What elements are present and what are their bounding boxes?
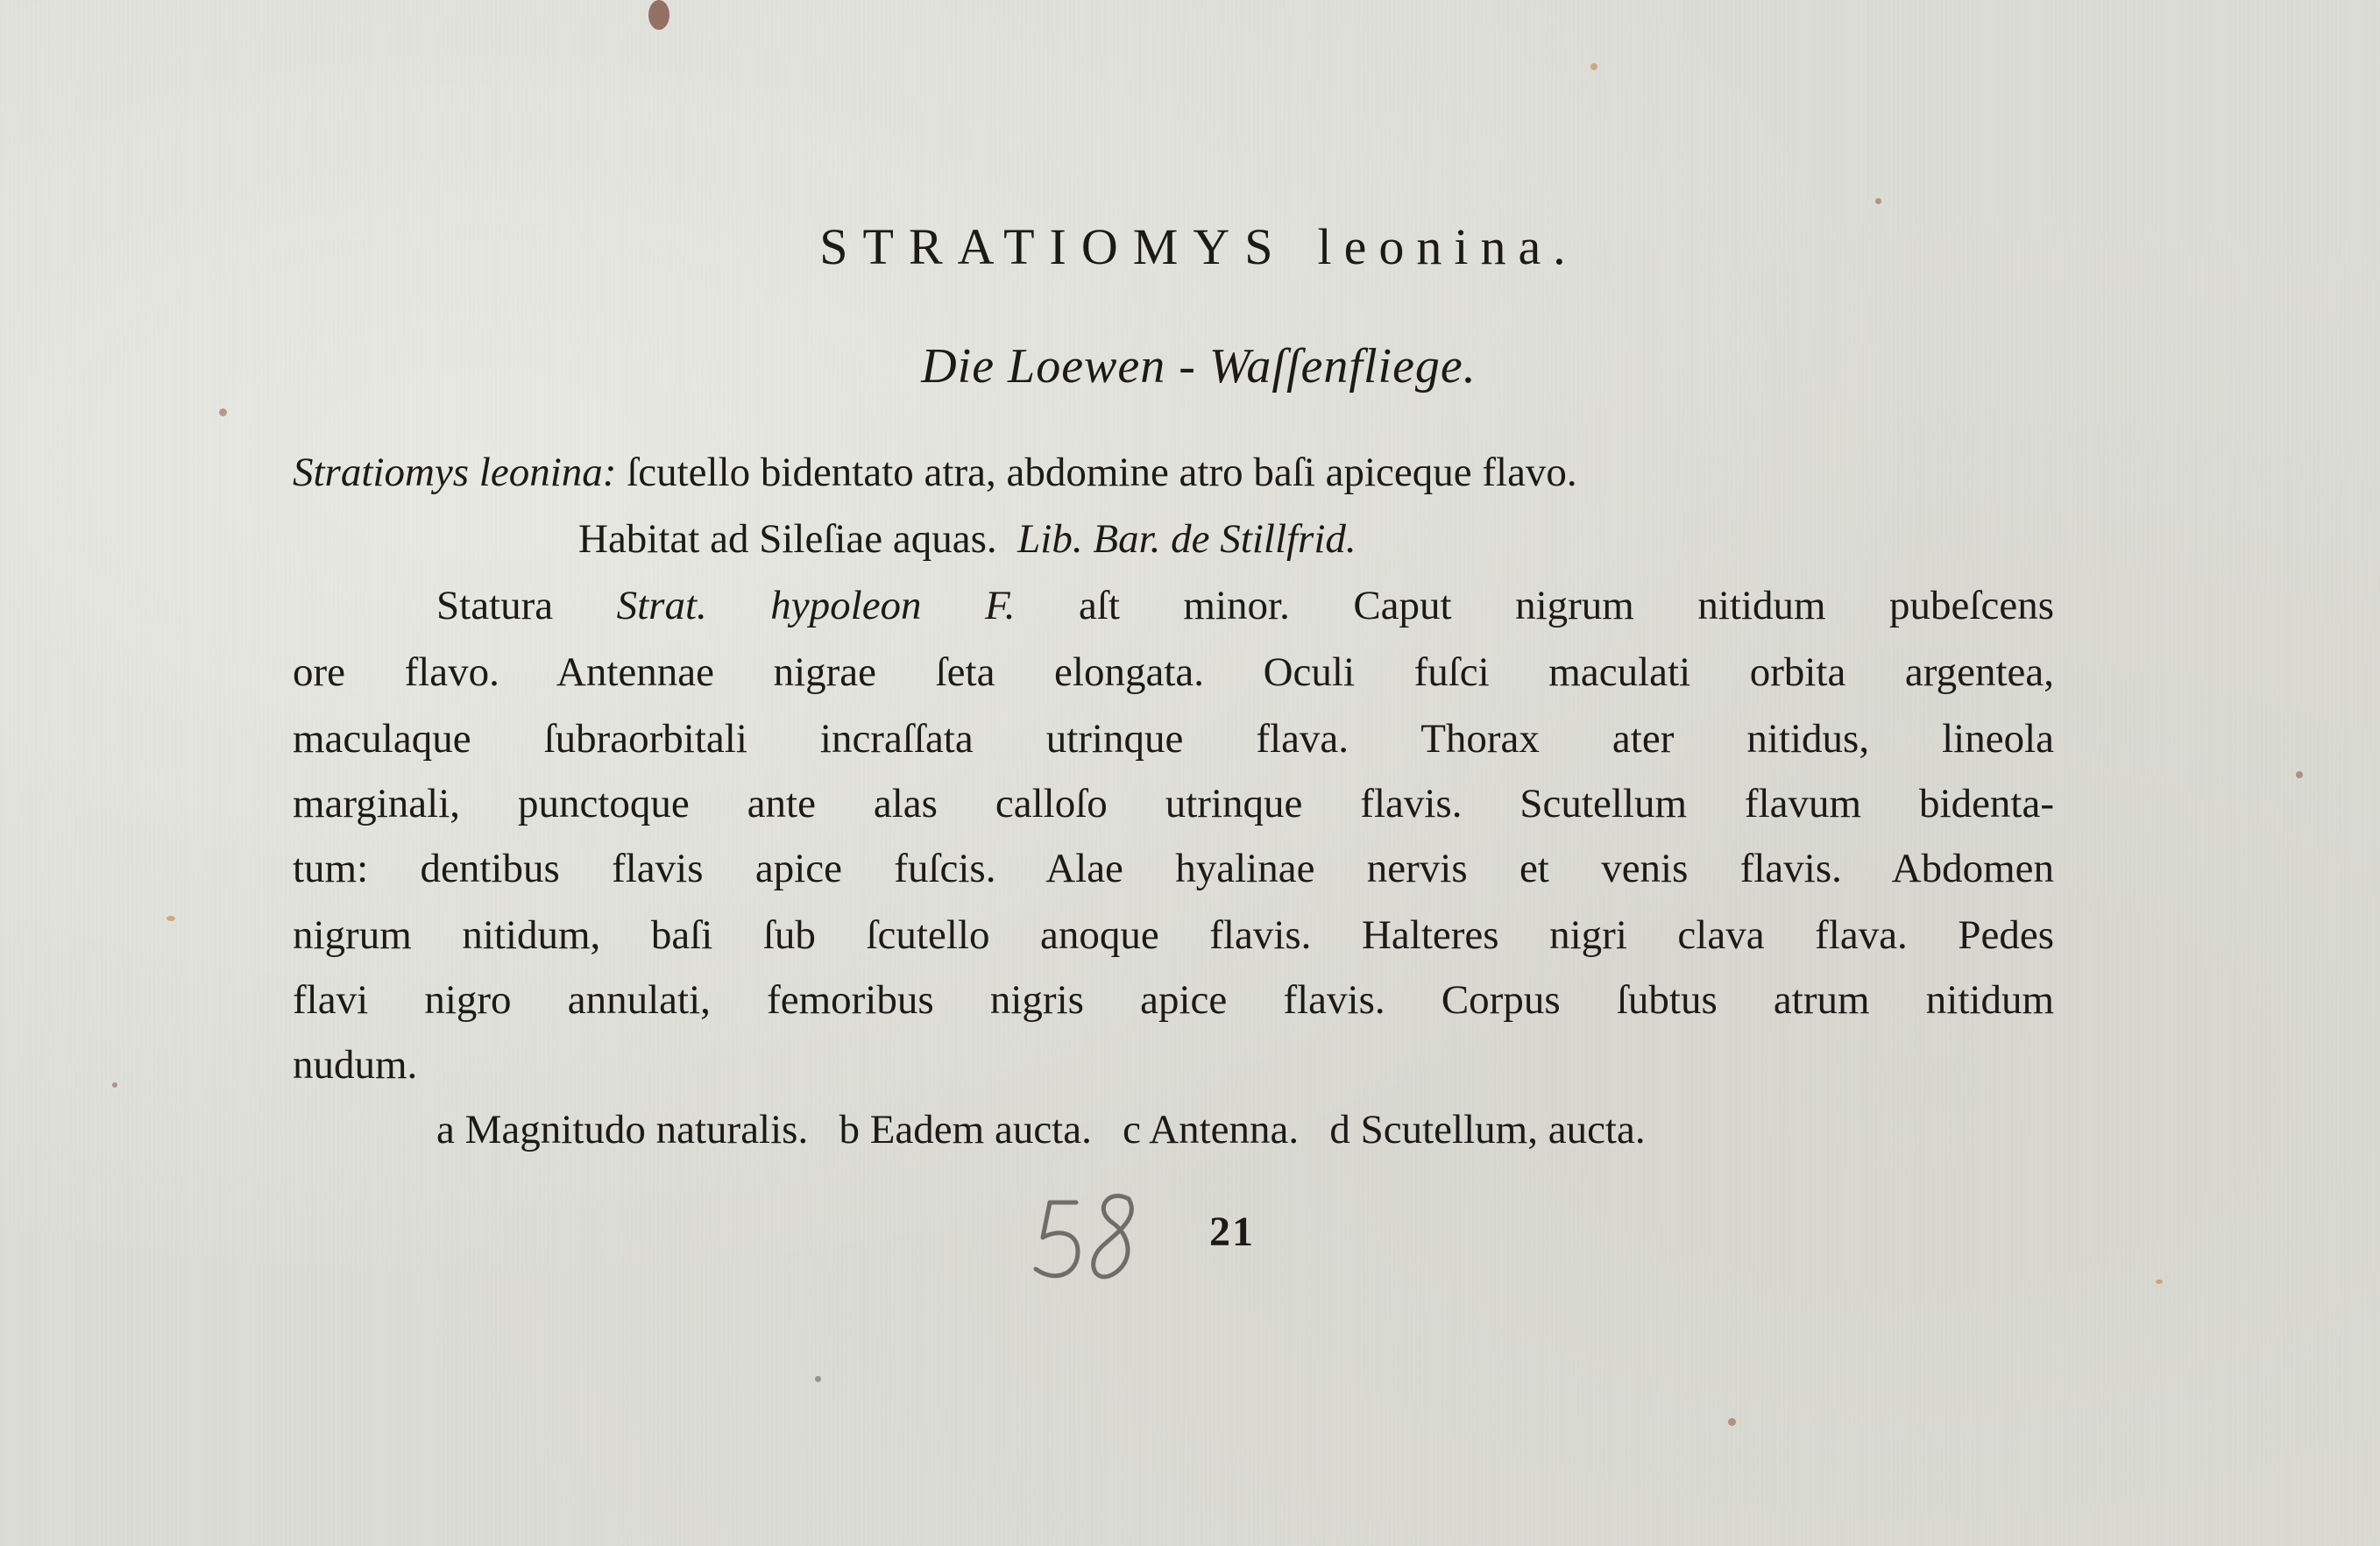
description-segment: tum: dentibus flavis apice fuſcis. Alae hyalinae nervis et venis flavis. Abdomen bbox=[293, 846, 2054, 891]
page-title bbox=[0, 217, 2380, 276]
habitat-source: Lib. Bar. de Stillfrid. bbox=[1017, 516, 1356, 562]
description-segment: maculaque ſubraorbitali incraſſata utrinque flava. Thorax ater nitidus, lineola bbox=[293, 716, 2054, 762]
description-line bbox=[293, 715, 2054, 762]
description-line bbox=[293, 976, 2054, 1024]
paper-fleck bbox=[815, 1376, 821, 1382]
description-segment: nigrum nitidum, baſi ſub ſcutello anoque flavis. Halteres nigri clava flava. Pedes bbox=[293, 912, 2054, 958]
description-segment: Statura bbox=[436, 583, 617, 628]
description-segment: ore flavo. Antennae nigrae ſeta elongata. Oculi fuſci maculati orbita argentea, bbox=[293, 649, 2054, 695]
description-segment: nudum. bbox=[293, 1042, 418, 1088]
figure-legend bbox=[436, 1106, 2014, 1153]
paper-fleck bbox=[219, 408, 227, 416]
paper-fleck bbox=[1590, 63, 1597, 70]
diagnosis-line bbox=[293, 449, 2054, 496]
handwritten-number bbox=[1024, 1183, 1155, 1297]
habitat-text: Habitat ad Sileſiae aquas. bbox=[578, 516, 997, 562]
paper-fleck bbox=[2156, 1280, 2163, 1284]
paper-fleck bbox=[166, 916, 175, 921]
diagnosis-text: ſcutello bidentato atra, abdomine atro baſi apiceque flavo. bbox=[627, 450, 1577, 495]
title-species: leonina. bbox=[1317, 218, 1578, 275]
paper-fleck bbox=[648, 0, 669, 30]
legend-item-a: a Magnitudo naturalis. bbox=[436, 1107, 809, 1152]
legend-item-c: c Antenna. bbox=[1123, 1107, 1300, 1152]
page-subtitle: Die Loewen - Waſſenfliege. bbox=[921, 339, 1477, 394]
description-line bbox=[293, 1041, 2054, 1089]
description-line bbox=[293, 845, 2054, 892]
page-number: 21 bbox=[1209, 1209, 1255, 1255]
legend-item-d: d Scutellum, aucta. bbox=[1329, 1107, 1646, 1152]
habitat-line bbox=[578, 515, 1718, 563]
description-segment: flavi nigro annulati, femoribus nigris apice flavis. Corpus ſubtus atrum nitidum bbox=[293, 977, 2054, 1023]
paper-fleck bbox=[1875, 198, 1881, 204]
paper-fleck bbox=[1728, 1418, 1736, 1426]
description-segment: aſt minor. Caput nigrum nitidum pubeſcens bbox=[1015, 583, 2054, 628]
title-genus: STRATIOMYS bbox=[819, 218, 1288, 275]
paper-fleck bbox=[112, 1082, 117, 1088]
description-segment: marginali, punctoque ante alas calloſo utrinque flavis. Scutellum flavum bidenta- bbox=[293, 781, 2054, 826]
description-line bbox=[293, 780, 2054, 827]
description-line bbox=[293, 911, 2054, 959]
legend-item-b: b Eadem aucta. bbox=[839, 1107, 1092, 1152]
description-line bbox=[293, 649, 2054, 696]
paper-fleck bbox=[2296, 771, 2303, 778]
diagnosis-name: Stratiomys leonina: bbox=[293, 450, 617, 495]
description-segment: Strat. hypoleon F. bbox=[616, 583, 1016, 628]
description-line bbox=[436, 582, 2054, 629]
